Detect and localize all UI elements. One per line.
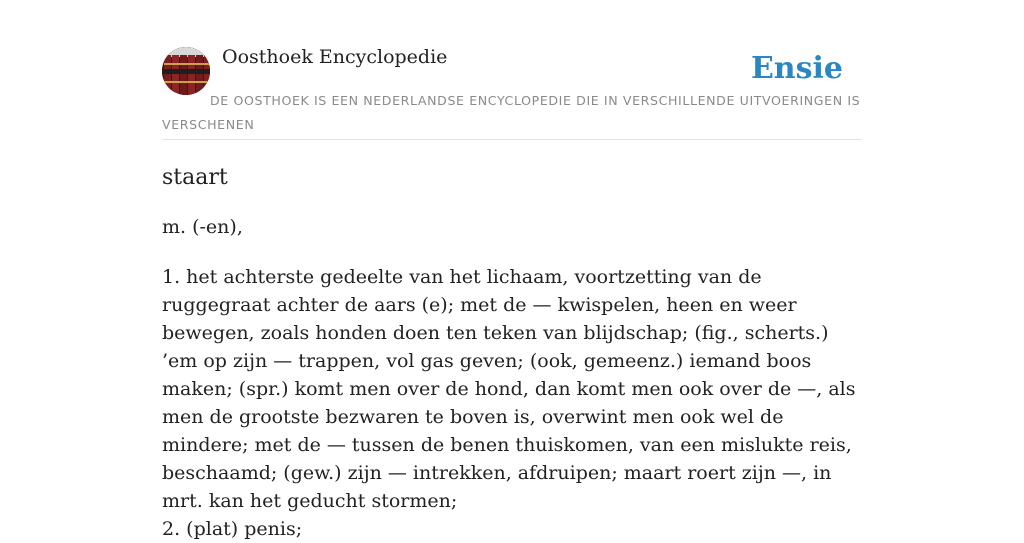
site-tagline: DE OOSTHOEK IS EEN NEDERLANDSE ENCYCLOPEDIE DIE IN VERSCHILLENDE UITVOERINGEN IS VERSCHENEN: [162, 93, 861, 132]
entry-sense: 1. het achterste gedeelte van het lichaam, voortzetting van de ruggegraat achter de aars (e); met de — kwispelen, heen en weer bewegen, zoals honden doen ten teken van blijdschap; (fig., scherts.) ’em op zijn — trappen, vol gas geven; (ook, gemeenz.) iemand boos maken; (spr.) komt men over de hond, dan komt men ook over de —, als men de grootste bezwaren te boven is, overwint men ook wel de mindere; met de — tussen de benen thuiskomen, van een mislukte reis, beschaamd; (gew.) zijn — intrekken, afdruipen; maart roert zijn —, in mrt. kan het geducht stormen;: [162, 266, 856, 512]
page-container: [162, 0, 862, 540]
site-title[interactable]: Oosthoek Encyclopedie: [222, 46, 448, 68]
encyclopedia-books-icon[interactable]: [162, 47, 210, 95]
entry-headword: staart: [162, 165, 228, 190]
entry-sense: 2. (plat) penis;: [162, 518, 303, 540]
entry-senses: [162, 263, 864, 543]
brand-logo[interactable]: Ensie: [750, 51, 843, 86]
site-header: [162, 0, 862, 140]
entry-grammar: m. (-en),: [162, 216, 243, 238]
